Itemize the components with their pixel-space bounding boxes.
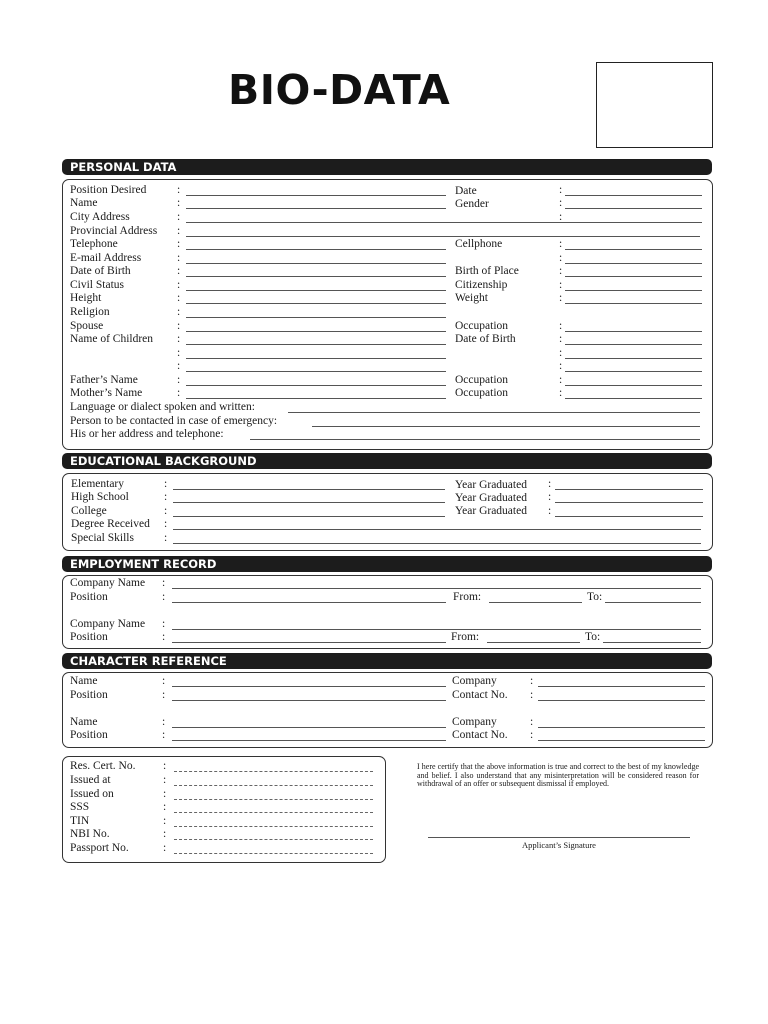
reference-right-fill-line[interactable] [538,740,705,741]
personal-right-fill-line[interactable] [565,358,702,359]
reference-fill-line[interactable] [172,700,446,701]
field-colon: : [559,347,563,359]
label-passport-no: Passport No. [70,842,129,854]
personal-fill-line[interactable] [186,331,446,332]
label-email-address: E-mail Address [70,252,142,264]
field-colon: : [177,374,181,386]
employment-record-panel [62,575,713,649]
personal-right-fill-line[interactable] [565,303,702,304]
label-name: Name [70,197,98,209]
page-title: BIO-DATA [228,66,451,114]
field-colon: : [162,729,166,741]
field-colon: : [177,197,181,209]
label-tin: TIN [70,815,90,827]
label-reference-name-1: Name [70,675,98,687]
label-civil-status: Civil Status [70,279,124,291]
field-colon: : [164,491,168,503]
label-city-address: City Address [70,211,130,223]
label-to-1: To: [587,591,603,603]
signature-label: Applicant’s Signature [522,840,596,850]
section-header-personal-data: PERSONAL DATA [62,159,712,175]
field-colon: : [162,716,166,728]
field-colon: : [164,505,168,517]
language-fill-line[interactable] [288,412,700,413]
personal-fill-line[interactable] [186,358,446,359]
education-fill-line[interactable] [173,516,445,517]
label-provincial-address: Provincial Address [70,225,158,237]
id-fill-line[interactable] [174,853,373,854]
certification-statement: I here certify that the above information is true and correct to the best of my knowledge and belief. I also understand that any misinterpretation will be considered reason for withdrawal of an offer or subsequent dismissal if employed. [417,762,699,788]
personal-fill-line[interactable] [186,317,446,318]
field-colon: : [162,577,166,589]
personal-fill-line[interactable] [186,195,446,196]
from-fill-line[interactable] [489,602,582,603]
personal-fill-line[interactable] [186,385,446,386]
label-emergency-address: His or her address and telephone: [70,428,224,440]
education-fill-line[interactable] [173,529,701,530]
personal-right-fill-line[interactable] [565,371,702,372]
label-spouse: Spouse [70,320,104,332]
label-language: Language or dialect spoken and written: [70,401,255,413]
label-year-graduated-elementary: Year Graduated [455,479,527,491]
field-colon: : [559,238,563,250]
field-colon: : [177,238,181,250]
section-header-employment-record: EMPLOYMENT RECORD [62,556,712,572]
field-colon: : [559,265,563,277]
year-graduated-fill-line[interactable] [555,516,703,517]
reference-fill-line[interactable] [172,740,446,741]
field-colon: : [163,788,167,800]
field-colon: : [559,374,563,386]
field-colon: : [177,279,181,291]
field-colon: : [559,279,563,291]
section-header-educational-background: EDUCATIONAL BACKGROUND [62,453,712,469]
field-colon: : [163,760,167,772]
label-fathers-name: Father’s Name [70,374,138,386]
field-colon: : [177,225,181,237]
field-colon: : [177,333,181,345]
label-high-school: High School [71,491,129,503]
personal-right-fill-line[interactable] [565,331,702,332]
field-colon: : [162,631,166,643]
personal-right-fill-line[interactable] [565,290,702,291]
from-fill-line[interactable] [487,642,580,643]
field-colon: : [164,518,168,530]
field-colon: : [164,478,168,490]
field-colon: : [163,774,167,786]
label-year-graduated-college: Year Graduated [455,505,527,517]
field-colon: : [177,184,181,196]
personal-fill-line[interactable] [186,371,446,372]
educational-background-panel [62,473,713,551]
id-fill-line[interactable] [174,826,373,827]
field-colon: : [177,252,181,264]
education-fill-line[interactable] [173,489,445,490]
label-company-name-1: Company Name [70,577,146,589]
label-name-of-children: Name of Children [70,333,154,345]
label-reference-company-1: Company [452,675,497,687]
field-colon: : [177,387,181,399]
reference-fill-line[interactable] [172,727,446,728]
label-position-1: Position [70,591,108,603]
employment-position-fill-line[interactable] [172,642,446,643]
field-colon: : [164,532,168,544]
field-colon: : [177,347,181,359]
personal-right-fill-line[interactable] [565,344,702,345]
field-colon: : [559,320,563,332]
label-mothers-name: Mother’s Name [70,387,143,399]
label-year-graduated-high-school: Year Graduated [455,492,527,504]
label-occupation-mother: Occupation [455,387,509,399]
reference-right-fill-line[interactable] [538,700,705,701]
field-colon: : [177,292,181,304]
label-telephone: Telephone [70,238,118,250]
field-colon: : [559,360,563,372]
field-colon: : [163,842,167,854]
field-colon: : [559,252,563,264]
personal-right-fill-line[interactable] [565,398,702,399]
label-res-cert-no: Res. Cert. No. [70,760,136,772]
field-colon: : [530,729,534,741]
personal-right-fill-line[interactable] [565,276,702,277]
section-header-character-reference: CHARACTER REFERENCE [62,653,712,669]
id-fill-line[interactable] [174,799,373,800]
reference-fill-line[interactable] [172,686,446,687]
label-religion: Religion [70,306,110,318]
employment-position-fill-line[interactable] [172,602,446,603]
label-birth-of-place: Birth of Place [455,265,519,277]
personal-right-fill-line[interactable] [565,385,702,386]
label-position-desired: Position Desired [70,184,147,196]
field-colon: : [559,184,563,196]
personal-right-fill-line[interactable] [565,263,702,264]
label-citizenship: Citizenship [455,279,508,291]
label-reference-contact-1: Contact No. [452,689,508,701]
personal-right-fill-line[interactable] [565,208,702,209]
field-colon: : [162,675,166,687]
label-from-1: From: [453,591,482,603]
field-colon: : [559,211,563,223]
label-emergency-contact: Person to be contacted in case of emergency: [70,415,278,427]
label-company-name-2: Company Name [70,618,146,630]
label-from-2: From: [451,631,480,643]
photo-box [596,62,713,148]
personal-fill-line[interactable] [186,290,446,291]
label-weight: Weight [455,292,488,304]
label-reference-contact-2: Contact No. [452,729,508,741]
field-colon: : [177,306,181,318]
year-graduated-fill-line[interactable] [555,502,703,503]
field-colon: : [559,387,563,399]
label-nbi-no: NBI No. [70,828,110,840]
field-colon: : [530,675,534,687]
field-colon: : [559,197,563,209]
field-colon: : [163,801,167,813]
label-position-2: Position [70,631,108,643]
label-issued-on: Issued on [70,788,114,800]
personal-fill-line[interactable] [186,398,446,399]
education-fill-line[interactable] [173,502,445,503]
to-fill-line[interactable] [603,642,701,643]
education-fill-line[interactable] [173,543,701,544]
personal-right-fill-line[interactable] [565,222,702,223]
company-name-fill-line[interactable] [172,629,701,630]
id-fill-line[interactable] [174,812,373,813]
label-to-2: To: [585,631,601,643]
field-colon: : [559,333,563,345]
field-colon: : [177,211,181,223]
character-reference-panel [62,672,713,748]
field-colon: : [177,265,181,277]
personal-fill-line[interactable] [186,344,446,345]
label-degree-received: Degree Received [71,518,150,530]
label-occupation-spouse: Occupation [455,320,509,332]
field-colon: : [162,618,166,630]
label-elementary: Elementary [71,478,125,490]
personal-fill-line[interactable] [186,208,446,209]
reference-right-fill-line[interactable] [538,727,705,728]
label-reference-name-2: Name [70,716,98,728]
company-name-fill-line[interactable] [172,588,701,589]
label-date: Date [455,185,477,197]
year-graduated-fill-line[interactable] [555,489,703,490]
label-college: College [71,505,107,517]
field-colon: : [559,292,563,304]
label-cellphone: Cellphone [455,238,503,250]
reference-right-fill-line[interactable] [538,686,705,687]
label-occupation-father: Occupation [455,374,509,386]
label-reference-company-2: Company [452,716,497,728]
field-colon: : [177,320,181,332]
label-date-of-birth: Date of Birth [70,265,131,277]
field-colon: : [530,716,534,728]
id-fill-line[interactable] [174,771,373,772]
label-height: Height [70,292,102,304]
personal-right-fill-line[interactable] [565,249,702,250]
field-colon: : [177,360,181,372]
personal-right-fill-line[interactable] [565,195,702,196]
personal-fill-line[interactable] [186,263,446,264]
id-fill-line[interactable] [174,785,373,786]
address-fill-line[interactable] [186,236,700,237]
field-colon: : [548,505,552,517]
label-date-of-birth-children: Date of Birth [455,333,516,345]
id-fill-line[interactable] [174,839,373,840]
label-issued-at: Issued at [70,774,111,786]
emergency-fill-line[interactable] [312,426,700,427]
label-reference-position-1: Position [70,689,108,701]
field-colon: : [162,689,166,701]
signature-line[interactable] [428,837,690,838]
field-colon: : [163,828,167,840]
personal-fill-line[interactable] [186,276,446,277]
field-colon: : [530,689,534,701]
label-sss: SSS [70,801,90,813]
label-special-skills: Special Skills [71,532,134,544]
field-colon: : [162,591,166,603]
label-gender: Gender [455,198,489,210]
field-colon: : [548,478,552,490]
personal-fill-line[interactable] [186,303,446,304]
field-colon: : [163,815,167,827]
to-fill-line[interactable] [605,602,701,603]
field-colon: : [548,491,552,503]
label-reference-position-2: Position [70,729,108,741]
personal-fill-line[interactable] [186,249,446,250]
emergency-address-fill-line[interactable] [250,439,700,440]
